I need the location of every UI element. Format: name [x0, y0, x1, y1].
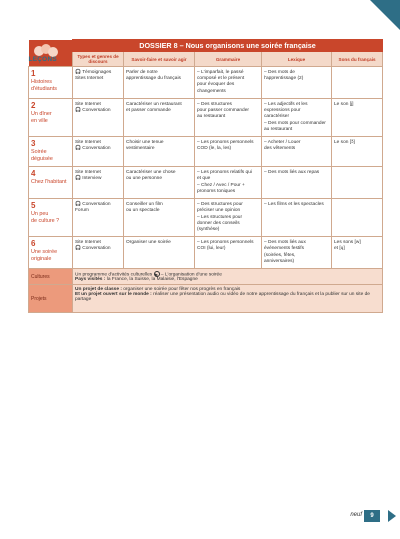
lesson-discours-cell [73, 98, 124, 136]
lesson-savoir-line: Caractériser un restaurant [126, 101, 182, 107]
lesson-row [29, 67, 383, 99]
lesson-grammaire-line: au restaurant [197, 114, 226, 120]
play-circle-icon: ▶ [154, 272, 159, 278]
corner-decoration [370, 0, 400, 30]
lesson-discours-line: 🎧 Témoignages [75, 70, 112, 75]
lesson-title: Un dîner [31, 110, 52, 117]
lesson-discours-line: Site Internet [75, 140, 101, 146]
lesson-grammaire-line: – Les pronoms relatifs qui [197, 170, 252, 176]
lesson-discours-line: Site Internet [75, 240, 101, 246]
lesson-sons-cell [332, 199, 383, 237]
lesson-lexique-line: événements festifs [264, 246, 304, 252]
lesson-savoir-line: Parler de notre [126, 70, 158, 75]
lesson-lexique-cell [262, 237, 332, 269]
lesson-savoir-line: apprentissage du français [126, 76, 181, 82]
lesson-discours-line: Sites Internet [75, 76, 104, 82]
lesson-savoir-line: et passer commande [126, 108, 171, 114]
lesson-rows [29, 67, 383, 269]
lesson-discours-line: 🎧 Conversation [75, 108, 111, 114]
col-head-grammaire: Grammaire [195, 52, 262, 67]
lesson-sons-cell [332, 98, 383, 136]
lesson-savoir-cell [124, 67, 195, 99]
lesson-discours-line: Site Internet [75, 170, 101, 176]
lesson-lexique-line: – Des mots liés aux [264, 240, 306, 246]
lesson-lexique-cell [262, 98, 332, 136]
lesson-lexique-line: – Les films et les spectacles [264, 202, 324, 208]
lesson-discours-line: 🎧 Conversation [75, 202, 111, 208]
lesson-title: Histoires [31, 79, 52, 85]
cultures-pays-list: la France, la Suisse, la Malaisie, l'Espagne [106, 277, 198, 283]
lesson-sons-cell [332, 67, 383, 99]
lesson-grammaire-line: pour passer commander [197, 108, 249, 114]
lesson-discours-cell [73, 199, 124, 237]
lesson-grammaire-cell [195, 167, 262, 199]
lesson-lexique-line: – Les adjectifs et les [264, 101, 308, 107]
lesson-discours-cell [73, 137, 124, 167]
lesson-discours-line: 🎧 Conversation [75, 146, 111, 152]
lesson-number: 4 [31, 169, 36, 179]
lesson-savoir-cell [124, 98, 195, 136]
lesson-lexique-line: des vêtements [264, 146, 296, 152]
lesson-lexique-line: au restaurant [264, 126, 293, 132]
lesson-savoir-cell [124, 237, 195, 269]
lesson-row [29, 137, 383, 167]
lesson-lexique-cell [262, 67, 332, 99]
lesson-savoir-line: vestimentaire [126, 146, 155, 152]
lesson-grammaire-cell [195, 98, 262, 136]
lesson-number: 5 [31, 201, 36, 211]
projet-monde-text: réaliser une présentation audio ou vidéo de notre apprentissage du français et la publier sur un site de partage [75, 292, 370, 303]
lesson-title-cell [29, 98, 73, 136]
lesson-sons-line: Les sons [w] [334, 240, 361, 246]
lesson-grammaire-line: – Des structures [197, 101, 232, 107]
lesson-grammaire-line: composé et le présent [197, 76, 245, 82]
lesson-grammaire-line: – Des structures pour [197, 202, 243, 208]
lesson-grammaire-line: préciser une opinion [197, 208, 241, 214]
lesson-savoir-line: Organiser une soirée [126, 240, 171, 246]
lesson-title: d'étudiants [31, 86, 57, 93]
projets-label: Projets [29, 285, 73, 313]
lesson-grammaire-line: changements [197, 88, 226, 94]
lesson-sons-cell [332, 137, 383, 167]
lesson-grammaire-cell [195, 237, 262, 269]
lesson-savoir-line: Conseiller un film [126, 202, 163, 208]
lesson-grammaire-line: pour évoquer des [197, 82, 235, 88]
lesson-sons-cell [332, 167, 383, 199]
lesson-lexique-line: anniversaires) [264, 258, 295, 264]
lesson-lexique-cell [262, 167, 332, 199]
lesson-sons-cell [332, 237, 383, 269]
lesson-grammaire-line: – Chez / Avec / Pour + [197, 182, 245, 188]
lesson-row [29, 98, 383, 136]
lesson-discours-line: Forum [75, 208, 89, 214]
col-head-lexique: Lexique [262, 52, 332, 67]
lesson-title-cell [29, 237, 73, 269]
lesson-title-cell [29, 167, 73, 199]
contents-sheet [28, 39, 382, 313]
lesson-title: Une soirée [31, 249, 58, 256]
lesson-number: 3 [31, 139, 36, 149]
projets-content [73, 285, 383, 313]
lesson-discours-line: 🎧 Conversation [75, 246, 111, 252]
lecons-heading: LEÇONS [28, 55, 57, 63]
lesson-title-cell [29, 137, 73, 167]
lesson-title-cell [29, 67, 73, 99]
lesson-savoir-line: Caractériser une chose [126, 170, 176, 176]
lesson-row [29, 237, 383, 269]
lesson-title: de culture ? [31, 218, 60, 225]
lesson-grammaire-line: COI (lui, leur) [197, 246, 226, 252]
lesson-savoir-cell [124, 137, 195, 167]
lesson-lexique-line: l'apprentissage (2) [264, 76, 304, 82]
lesson-number: 1 [31, 69, 36, 78]
lesson-savoir-cell [124, 199, 195, 237]
projet-monde-label: Et un projet ouvert sur le monde : [75, 292, 152, 298]
lesson-grammaire-line: – Les pronoms personnels [197, 140, 254, 146]
lesson-lexique-line: (soirées, fêtes, [264, 252, 296, 258]
cultures-content [73, 269, 383, 285]
lesson-grammaire-line: COD (le, la, les) [197, 146, 232, 152]
lesson-lexique-cell [262, 137, 332, 167]
lesson-title-cell [29, 199, 73, 237]
dossier-title: DOSSIER 8 – Nous organisons une soirée française [73, 40, 383, 52]
lesson-lexique-line: – Acheter / Louer [264, 140, 301, 146]
lesson-lexique-line: – Des mots de [264, 70, 295, 75]
page-word: neuf [350, 512, 362, 518]
cultures-label: Cultures [29, 269, 73, 285]
lesson-title: Chez l'habitant [31, 179, 67, 186]
lesson-sons-line: Le son [ɔ̃] [334, 140, 355, 146]
contents-table [28, 39, 383, 313]
cultures-row [29, 269, 383, 285]
lesson-grammaire-line: – L'imparfait, le passé [197, 70, 244, 75]
lesson-title: Un peu [31, 211, 49, 218]
lesson-discours-line: 🎧 Interview [75, 176, 102, 182]
lesson-grammaire-line: et que [197, 176, 211, 182]
lesson-row [29, 167, 383, 199]
lesson-title: déguisée [31, 156, 53, 163]
lesson-discours-cell [73, 167, 124, 199]
lesson-sons-line: Le son [j] [334, 101, 354, 107]
projet-classe-text: organiser une soirée pour fêter nos progrès en français [123, 287, 241, 293]
lesson-savoir-line: Choisir une tenue [126, 140, 164, 146]
lesson-number: 6 [31, 239, 36, 249]
lesson-grammaire-line: – Les pronoms personnels [197, 240, 254, 246]
lesson-row [29, 199, 383, 237]
lesson-grammaire-line: pronoms toniques [197, 188, 236, 194]
cultures-line1-prefix: Un programme d'activités culturelles [75, 272, 153, 278]
lesson-grammaire-cell [195, 137, 262, 167]
col-head-discours: Types et genres de discours [73, 52, 124, 67]
cultures-pays-label: Pays visités : [75, 277, 106, 283]
lesson-grammaire-line: – Les structures pour [197, 214, 243, 220]
col-head-savoir: Savoir-faire et savoir agir [124, 52, 195, 67]
col-head-sons: Sons du français [332, 52, 383, 67]
lesson-grammaire-line: donner des conseils [197, 220, 240, 226]
lesson-lexique-cell [262, 199, 332, 237]
lesson-number: 2 [31, 100, 36, 110]
lesson-grammaire-cell [195, 199, 262, 237]
page-number: 9 [364, 510, 380, 522]
lesson-savoir-cell [124, 167, 195, 199]
cultures-line1-suffix: – L'organisation d'une soirée [160, 272, 222, 278]
lesson-savoir-line: ou une personne [126, 176, 163, 182]
lesson-title: Soirée [31, 149, 47, 156]
lesson-lexique-line: – Des mots liés aux repas [264, 170, 320, 176]
lesson-title: en ville [31, 117, 48, 124]
projet-classe-label: Un projet de classe : [75, 287, 122, 293]
lesson-savoir-line: ou un spectacle [126, 208, 160, 214]
lesson-lexique-line: caractériser [264, 114, 290, 120]
lesson-lexique-line: – Des mots pour commander [264, 120, 326, 126]
lesson-discours-line: Site Internet [75, 101, 101, 107]
lecons-label-cell [29, 40, 73, 67]
page-tab-arrow-icon [388, 510, 396, 522]
lesson-grammaire-line: (synthèse) [197, 227, 220, 233]
lesson-title: originale [31, 256, 52, 263]
lesson-grammaire-cell [195, 67, 262, 99]
lesson-sons-line: et [ɥ] [334, 246, 345, 252]
projets-row [29, 285, 383, 313]
lesson-lexique-line: expressions pour [264, 108, 301, 114]
lesson-discours-cell [73, 67, 124, 99]
lesson-discours-cell [73, 237, 124, 269]
